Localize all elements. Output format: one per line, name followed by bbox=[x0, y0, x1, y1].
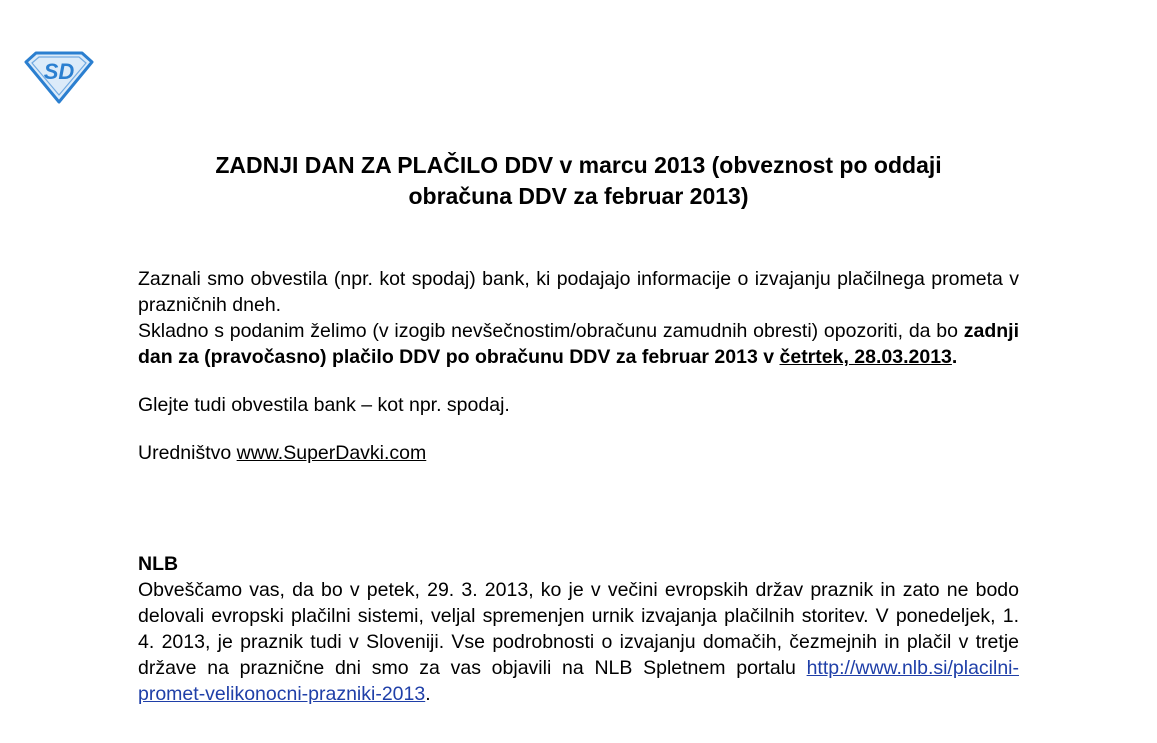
page-title bbox=[110, 150, 1047, 212]
nlb-portal-link[interactable]: http://www.nlb.si/placilni-promet-velikonocni-prazniki-2013 bbox=[138, 657, 1019, 705]
editor-line bbox=[138, 440, 1019, 466]
nlb-end: . bbox=[425, 683, 431, 705]
deadline-date: četrtek, 28.03.2013 bbox=[779, 346, 952, 368]
deadline-bold-text: zadnji dan za (pravočasno) plačilo DDV po obračunu DDV za februar 2013 v bbox=[138, 320, 1019, 368]
editor-label: Uredništvo bbox=[138, 442, 237, 464]
title-line-1: ZADNJI DAN ZA PLAČILO DDV v marcu 2013 (obveznost po oddaji bbox=[215, 152, 942, 178]
nlb-paragraph bbox=[138, 577, 1019, 707]
superdavki-logo-icon bbox=[22, 48, 96, 104]
deadline-text: Skladno s podanim želimo (v izogib nevšečnostim/obračunu zamudnih obresti) opozoriti, da bo bbox=[138, 320, 964, 342]
deadline-paragraph bbox=[138, 318, 1019, 370]
see-banks-paragraph: Glejte tudi obvestila bank – kot npr. spodaj. bbox=[138, 394, 510, 416]
deadline-end: . bbox=[951, 346, 958, 368]
nlb-heading: NLB bbox=[138, 553, 179, 575]
nlb-body-text: Obveščamo vas, da bo v petek, 29. 3. 2013, ko je v večini evropskih držav praznik in zato ne bodo delovali evropski plačilni sistemi, veljal spremenjen urnik izvajanja plačilnih storitev. V ponedeljek, 1. 4. 2013, je praznik tudi v Sloveniji. Vse podrobnosti o izvajanju domačih, čezmejnih in plačil v tretje države na praznične dni smo za vas objavili na NLB Spletnem portalu bbox=[138, 579, 1019, 679]
title-line-2: obračuna DDV za februar 2013) bbox=[408, 183, 749, 209]
intro-paragraph: Zaznali smo obvestila (npr. kot spodaj) bank, ki podajajo informacije o izvajanju plačilnega prometa v prazničnih dneh. bbox=[138, 268, 1019, 316]
document-body bbox=[138, 266, 1019, 707]
logo-text: SD bbox=[43, 59, 75, 84]
superdavki-link[interactable]: www.SuperDavki.com bbox=[236, 442, 427, 464]
